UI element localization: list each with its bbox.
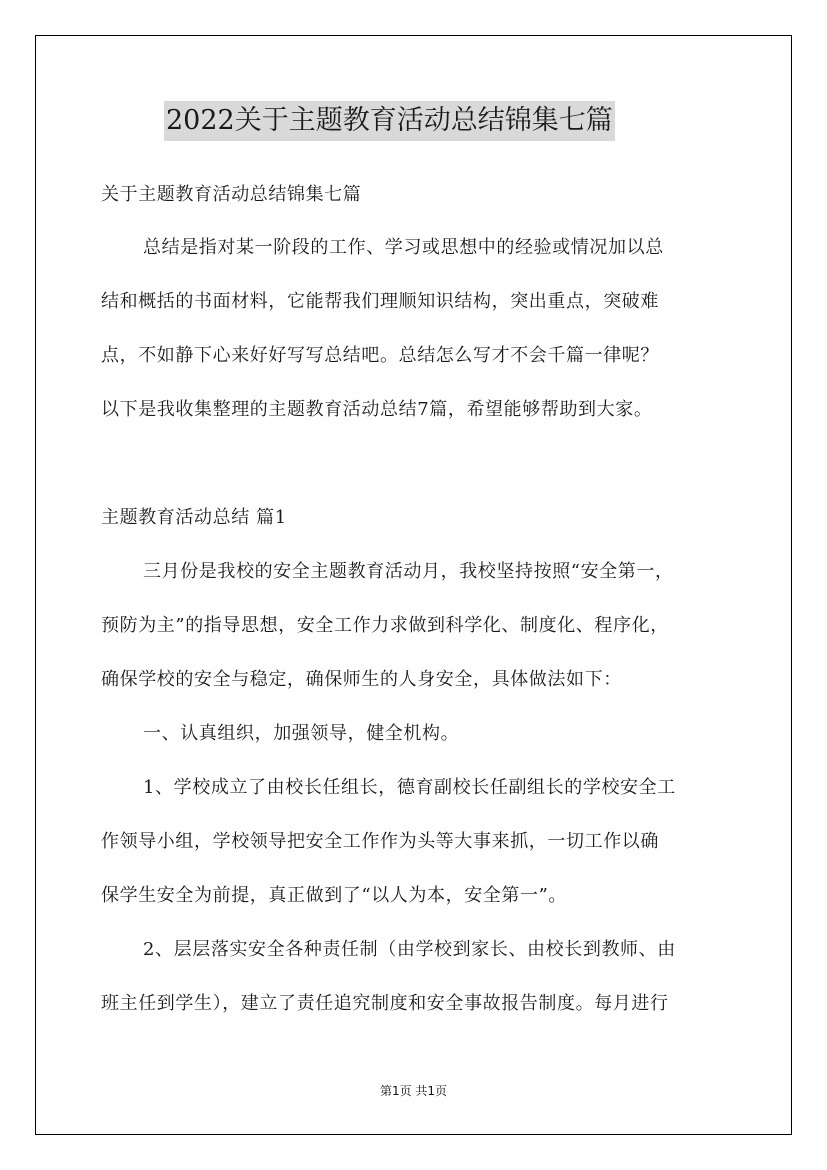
document-subtitle: 关于主题教育活动总结锦集七篇: [101, 184, 362, 205]
body-line: 三月份是我校的安全主题教育活动月，我校坚持按照“安全第一，: [143, 561, 674, 582]
body-line: 2、层层落实安全各种责任制（由学校到家长、由校长到教师、由: [143, 939, 676, 960]
body-line: 预防为主”的指导思想，安全工作力求做到科学化、制度化、程序化，: [101, 615, 669, 636]
body-line: 1、学校成立了由校长任组长，德育副校长任副组长的学校安全工: [143, 777, 676, 798]
body-line: 确保学校的安全与稳定，确保师生的人身安全，具体做法如下：: [101, 669, 622, 690]
body-line: 保学生安全为前提，真正做到了“以人为本，安全第一”。: [101, 885, 568, 906]
intro-line: 总结是指对某一阶段的工作、学习或思想中的经验或情况加以总: [143, 237, 664, 258]
section-heading: 主题教育活动总结 篇1: [101, 507, 287, 528]
body-line: 班主任到学生），建立了责任追究制度和安全事故报告制度。每月进行: [101, 993, 669, 1014]
body-line: 一、认真组织，加强领导，健全机构。: [143, 723, 460, 744]
intro-line: 点，不如静下心来好好写写总结吧。总结怎么写才不会千篇一律呢？: [101, 345, 659, 366]
intro-line: 结和概括的书面材料，它能帮我们理顺知识结构，突出重点，突破难: [101, 291, 659, 312]
body-line: 作领导小组，学校领导把安全工作作为头等大事来抓，一切工作以确: [101, 831, 659, 852]
intro-line: 以下是我收集整理的主题教育活动总结7篇，希望能够帮助到大家。: [101, 399, 653, 420]
document-title: 2022关于主题教育活动总结锦集七篇: [164, 101, 615, 141]
page-footer: 第1页 共1页: [379, 1084, 448, 1098]
